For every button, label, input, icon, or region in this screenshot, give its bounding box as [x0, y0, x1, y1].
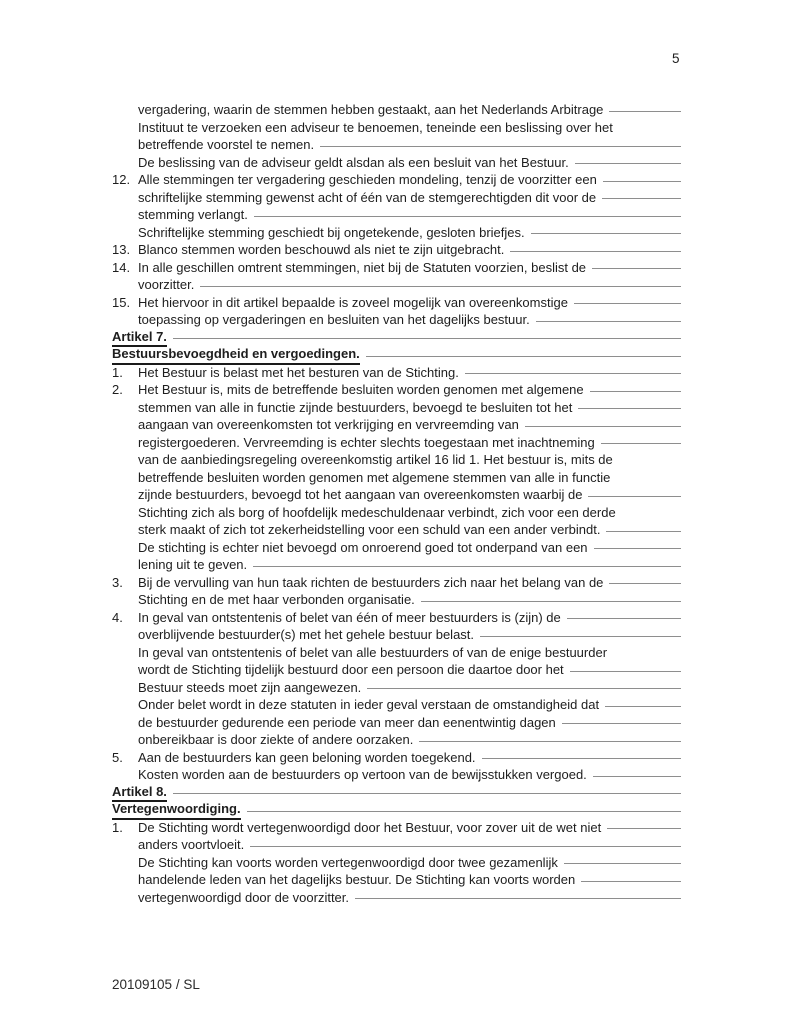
document-body: [112, 101, 681, 906]
text-line: [112, 399, 681, 417]
line-text: voorzitter.: [138, 277, 195, 292]
text-line: [112, 119, 681, 137]
line-text: In geval van ontstentenis of belet van alle bestuurders of van de enige bestuurder: [138, 644, 608, 660]
fill-line: [465, 373, 681, 374]
line-text: Stichting zich als borg of hoofdelijk medeschuldenaar verbindt, zich voor een derde: [138, 504, 616, 520]
footer-reference: 20109105 / SL: [112, 977, 200, 992]
fill-line: [562, 723, 681, 724]
fill-line: [594, 548, 681, 549]
line-text: stemming verlangt.: [138, 207, 248, 222]
line-text: zijnde bestuurders, bevoegd tot het aangaan van overeenkomsten waarbij de: [138, 487, 583, 502]
line-text: Stichting en de met haar verbonden organisatie.: [138, 592, 415, 607]
fill-line: [173, 338, 681, 339]
text-line: [112, 609, 681, 627]
line-text: overblijvende bestuurder(s) met het gehele bestuur belast.: [138, 627, 475, 642]
fill-line: [480, 636, 681, 637]
line-text: Blanco stemmen worden beschouwd als niet te zijn uitgebracht.: [138, 242, 505, 257]
line-text: Kosten worden aan de bestuurders op vertoon van de bewijsstukken vergoed.: [138, 767, 587, 782]
line-text: Alle stemmingen ter vergadering geschieden mondeling, tenzij de voorzitter een: [138, 172, 597, 187]
line-text: Aan de bestuurders kan geen beloning worden toegekend.: [138, 749, 476, 765]
text-line: [112, 871, 681, 889]
fill-line: [247, 811, 681, 812]
fill-line: [575, 163, 681, 164]
heading-line: [112, 346, 681, 364]
fill-line: [590, 391, 681, 392]
fill-line: [606, 531, 681, 532]
fill-line: [320, 146, 681, 147]
fill-line: [355, 898, 681, 899]
line-text: De beslissing van de adviseur geldt alsdan als een besluit van het Bestuur.: [138, 154, 569, 170]
text-line: [112, 591, 681, 609]
line-text: toepassing op vergaderingen en besluiten van het dagelijks bestuur.: [138, 312, 530, 327]
line-text: sterk maakt of zich tot zekerheidstelling voor een schuld van een ander verbindt.: [138, 522, 601, 537]
text-line: [112, 189, 681, 207]
text-line: [112, 241, 681, 259]
line-text: de bestuurder gedurende een periode van meer dan eenentwintig dagen: [138, 714, 556, 730]
line-text: anders voortvloeit.: [138, 837, 245, 852]
heading-text: Artikel 8.: [112, 783, 167, 803]
text-line: [112, 714, 681, 732]
line-text: betreffende besluiten worden genomen met algemene stemmen van alle in functie: [138, 469, 611, 485]
heading-line: [112, 329, 681, 347]
line-text: betreffende voorstel te nemen.: [138, 137, 315, 152]
text-line: [112, 696, 681, 714]
text-line: [112, 766, 681, 784]
page-number: 5: [672, 51, 680, 66]
fill-line: [581, 881, 681, 882]
fill-line: [366, 356, 681, 357]
fill-line: [482, 758, 681, 759]
line-text: onbereikbaar is door ziekte of andere oorzaken.: [138, 732, 414, 747]
text-line: [112, 101, 681, 119]
heading-text: Bestuursbevoegdheid en vergoedingen.: [112, 345, 360, 365]
text-line: [112, 294, 681, 312]
text-line: [112, 259, 681, 277]
line-text: wordt de Stichting tijdelijk bestuurd door een persoon die daartoe door het: [138, 662, 564, 677]
line-text: Het Bestuur is belast met het besturen van de Stichting.: [138, 364, 459, 380]
text-line: [112, 661, 681, 679]
fill-line: [200, 286, 681, 287]
line-text: aangaan van overeenkomsten tot verkrijging en vervreemding van: [138, 417, 519, 432]
text-line: [112, 679, 681, 697]
line-text: Het Bestuur is, mits de betreffende besluiten worden genomen met algemene: [138, 382, 584, 397]
text-line: [112, 154, 681, 172]
fill-line: [605, 706, 681, 707]
fill-line: [564, 863, 681, 864]
fill-line: [173, 793, 681, 794]
fill-line: [607, 828, 681, 829]
list-number: 15.: [112, 294, 131, 310]
line-text: handelende leden van het dagelijks bestuur. De Stichting kan voorts worden: [138, 872, 576, 887]
line-text: In geval van ontstentenis of belet van één of meer bestuurders is (zijn) de: [138, 609, 561, 625]
list-number: 1.: [112, 819, 123, 835]
fill-line: [253, 566, 681, 567]
text-line: [112, 364, 681, 382]
text-line: [112, 556, 681, 574]
text-line: [112, 626, 681, 644]
text-line: [112, 136, 681, 154]
fill-line: [588, 496, 681, 497]
list-number: 3.: [112, 574, 123, 590]
heading-text: Artikel 7.: [112, 328, 167, 348]
text-line: [112, 731, 681, 749]
text-line: [112, 889, 681, 907]
line-text: vertegenwoordigd door de voorzitter.: [138, 889, 350, 905]
fill-line: [578, 408, 681, 409]
line-text: De stichting is echter niet bevoegd om onroerend goed tot onderpand van een: [138, 539, 588, 555]
fill-line: [601, 443, 681, 444]
text-line: [112, 749, 681, 767]
fill-line: [603, 181, 681, 182]
heading-text: Vertegenwoordiging.: [112, 800, 241, 820]
line-text: schriftelijke stemming gewenst acht of één van de stemgerechtigden dit voor de: [138, 189, 597, 205]
text-line: [112, 836, 681, 854]
line-text: Het hiervoor in dit artikel bepaalde is zoveel mogelijk van overeenkomstige: [138, 294, 568, 310]
fill-line: [609, 111, 681, 112]
line-text: Bij de vervulling van hun taak richten de bestuurders zich naar het belang van de: [138, 574, 604, 590]
text-line: [112, 416, 681, 434]
list-number: 4.: [112, 609, 123, 625]
text-line: [112, 171, 681, 189]
text-line: [112, 644, 681, 662]
text-line: [112, 539, 681, 557]
line-text: vergadering, waarin de stemmen hebben gestaakt, aan het Nederlands Arbitrage: [138, 102, 604, 117]
text-line: [112, 504, 681, 522]
text-line: [112, 574, 681, 592]
line-text: In alle geschillen omtrent stemmingen, niet bij de Statuten voorzien, beslist de: [138, 259, 587, 275]
line-text: stemmen van alle in functie zijnde bestuurders, bevoegd te besluiten tot het: [138, 399, 573, 415]
text-line: [112, 381, 681, 399]
line-text: van de aanbiedingsregeling overeenkomstig artikel 16 lid 1. Het bestuur is, mits de: [138, 452, 613, 467]
fill-line: [593, 776, 681, 777]
fill-line: [510, 251, 681, 252]
heading-line: [112, 801, 681, 819]
line-text: Onder belet wordt in deze statuten in ieder geval verstaan de omstandigheid dat: [138, 697, 600, 712]
list-number: 14.: [112, 259, 131, 275]
text-line: [112, 434, 681, 452]
fill-line: [421, 601, 681, 602]
fill-line: [525, 426, 681, 427]
line-text: Instituut te verzoeken een adviseur te benoemen, teneinde een beslissing over het: [138, 119, 613, 135]
list-number: 12.: [112, 172, 131, 187]
fill-line: [250, 846, 681, 847]
fill-line: [254, 216, 681, 217]
text-line: [112, 451, 681, 469]
heading-line: [112, 784, 681, 802]
text-line: [112, 469, 681, 487]
fill-line: [536, 321, 681, 322]
list-number: 1.: [112, 364, 123, 380]
fill-line: [419, 741, 681, 742]
list-number: 13.: [112, 242, 131, 257]
fill-line: [570, 671, 681, 672]
text-line: [112, 486, 681, 504]
line-text: Bestuur steeds moet zijn aangewezen.: [138, 679, 362, 695]
fill-line: [367, 688, 681, 689]
list-number: 2.: [112, 382, 123, 397]
line-text: registergoederen. Vervreemding is echter slechts toegestaan met inachtneming: [138, 434, 595, 450]
text-line: [112, 854, 681, 872]
text-line: [112, 224, 681, 242]
line-text: De Stichting wordt vertegenwoordigd door het Bestuur, voor zover uit de wet niet: [138, 819, 602, 835]
fill-line: [567, 618, 681, 619]
fill-line: [531, 233, 681, 234]
fill-line: [592, 268, 681, 269]
list-number: 5.: [112, 749, 123, 765]
line-text: De Stichting kan voorts worden vertegenwoordigd door twee gezamenlijk: [138, 854, 558, 870]
text-line: [112, 819, 681, 837]
fill-line: [574, 303, 681, 304]
fill-line: [602, 198, 681, 199]
line-text: Schriftelijke stemming geschiedt bij ongetekende, gesloten briefjes.: [138, 224, 525, 240]
text-line: [112, 206, 681, 224]
text-line: [112, 311, 681, 329]
text-line: [112, 276, 681, 294]
text-line: [112, 521, 681, 539]
fill-line: [609, 583, 681, 584]
line-text: lening uit te geven.: [138, 557, 248, 572]
